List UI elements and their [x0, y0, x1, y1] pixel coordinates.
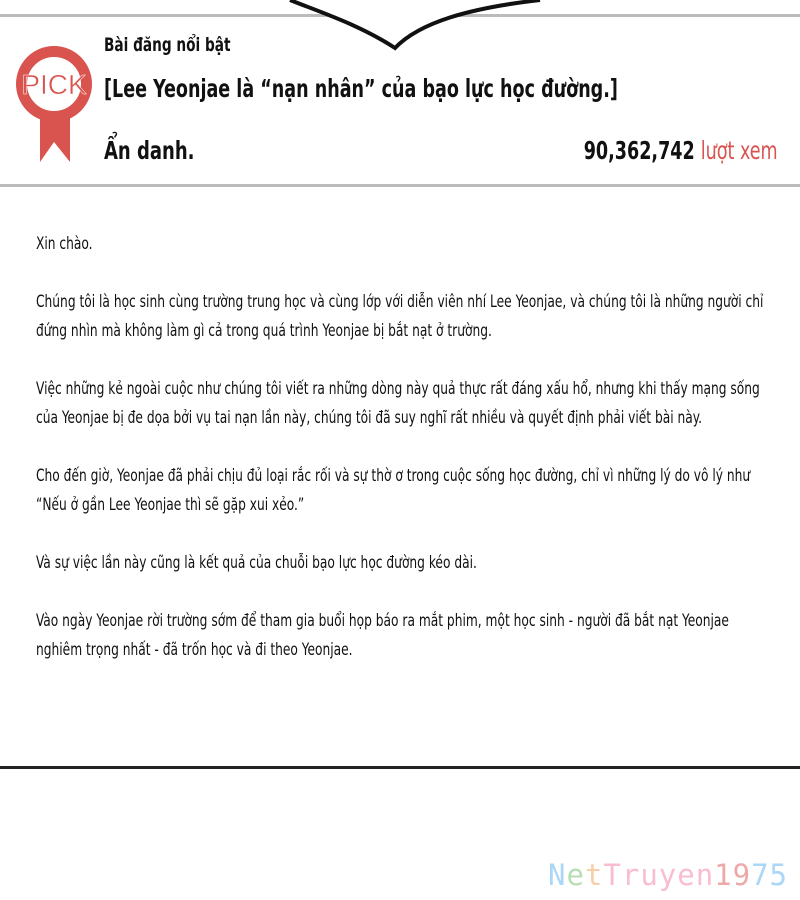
badge-text: PICK: [21, 69, 87, 100]
post-body: [36, 230, 796, 665]
post-author: Ẩn danh.: [104, 136, 195, 165]
view-label: lượt xem: [701, 136, 778, 165]
view-count: [584, 136, 778, 165]
post-title[interactable]: [Lee Yeonjae là “nạn nhân” của bạo lực học đường.]: [104, 74, 618, 103]
paragraph: Chúng tôi là học sinh cùng trường trung học và cùng lớp với diễn viên nhí Lee Yeonjae, và chúng tôi là những người chỉ đứng nhìn mà không làm gì cả trong quá trình Yeonjae bị bắt nạt ở trường.: [36, 292, 764, 341]
speech-bubble-tail: [280, 0, 560, 52]
featured-label: Bài đăng nổi bật: [104, 34, 231, 56]
bottom-divider: [0, 766, 800, 769]
watermark: NetTruyen1975: [548, 858, 789, 892]
paragraph: Xin chào.: [36, 234, 93, 254]
header-divider: [0, 184, 800, 187]
paragraph: Việc những kẻ ngoài cuộc như chúng tôi viết ra những dòng này quả thực rất đáng xấu hổ, nhưng khi thấy mạng sống của Yeonjae bị đe dọa bởi vụ tai nạn lần này, chúng tôi đã suy nghĩ rất nhiều và quyết định phải viết bài này.: [36, 379, 760, 428]
pick-badge-icon: [12, 42, 92, 167]
paragraph: Và sự việc lần này cũng là kết quả của chuỗi bạo lực học đường kéo dài.: [36, 553, 477, 573]
paragraph: Cho đến giờ, Yeonjae đã phải chịu đủ loại rắc rối và sự thờ ơ trong cuộc sống học đường, chỉ vì những lý do vô lý như “Nếu ở gần Lee Yeonjae thì sẽ gặp xui xẻo.”: [36, 466, 751, 515]
view-number: 90,362,742: [584, 136, 696, 165]
paragraph: Vào ngày Yeonjae rời trường sớm để tham gia buổi họp báo ra mắt phim, một học sinh - người đã bắt nạt Yeonjae nghiêm trọng nhất - đã trốn học và đi theo Yeonjae.: [36, 611, 729, 660]
